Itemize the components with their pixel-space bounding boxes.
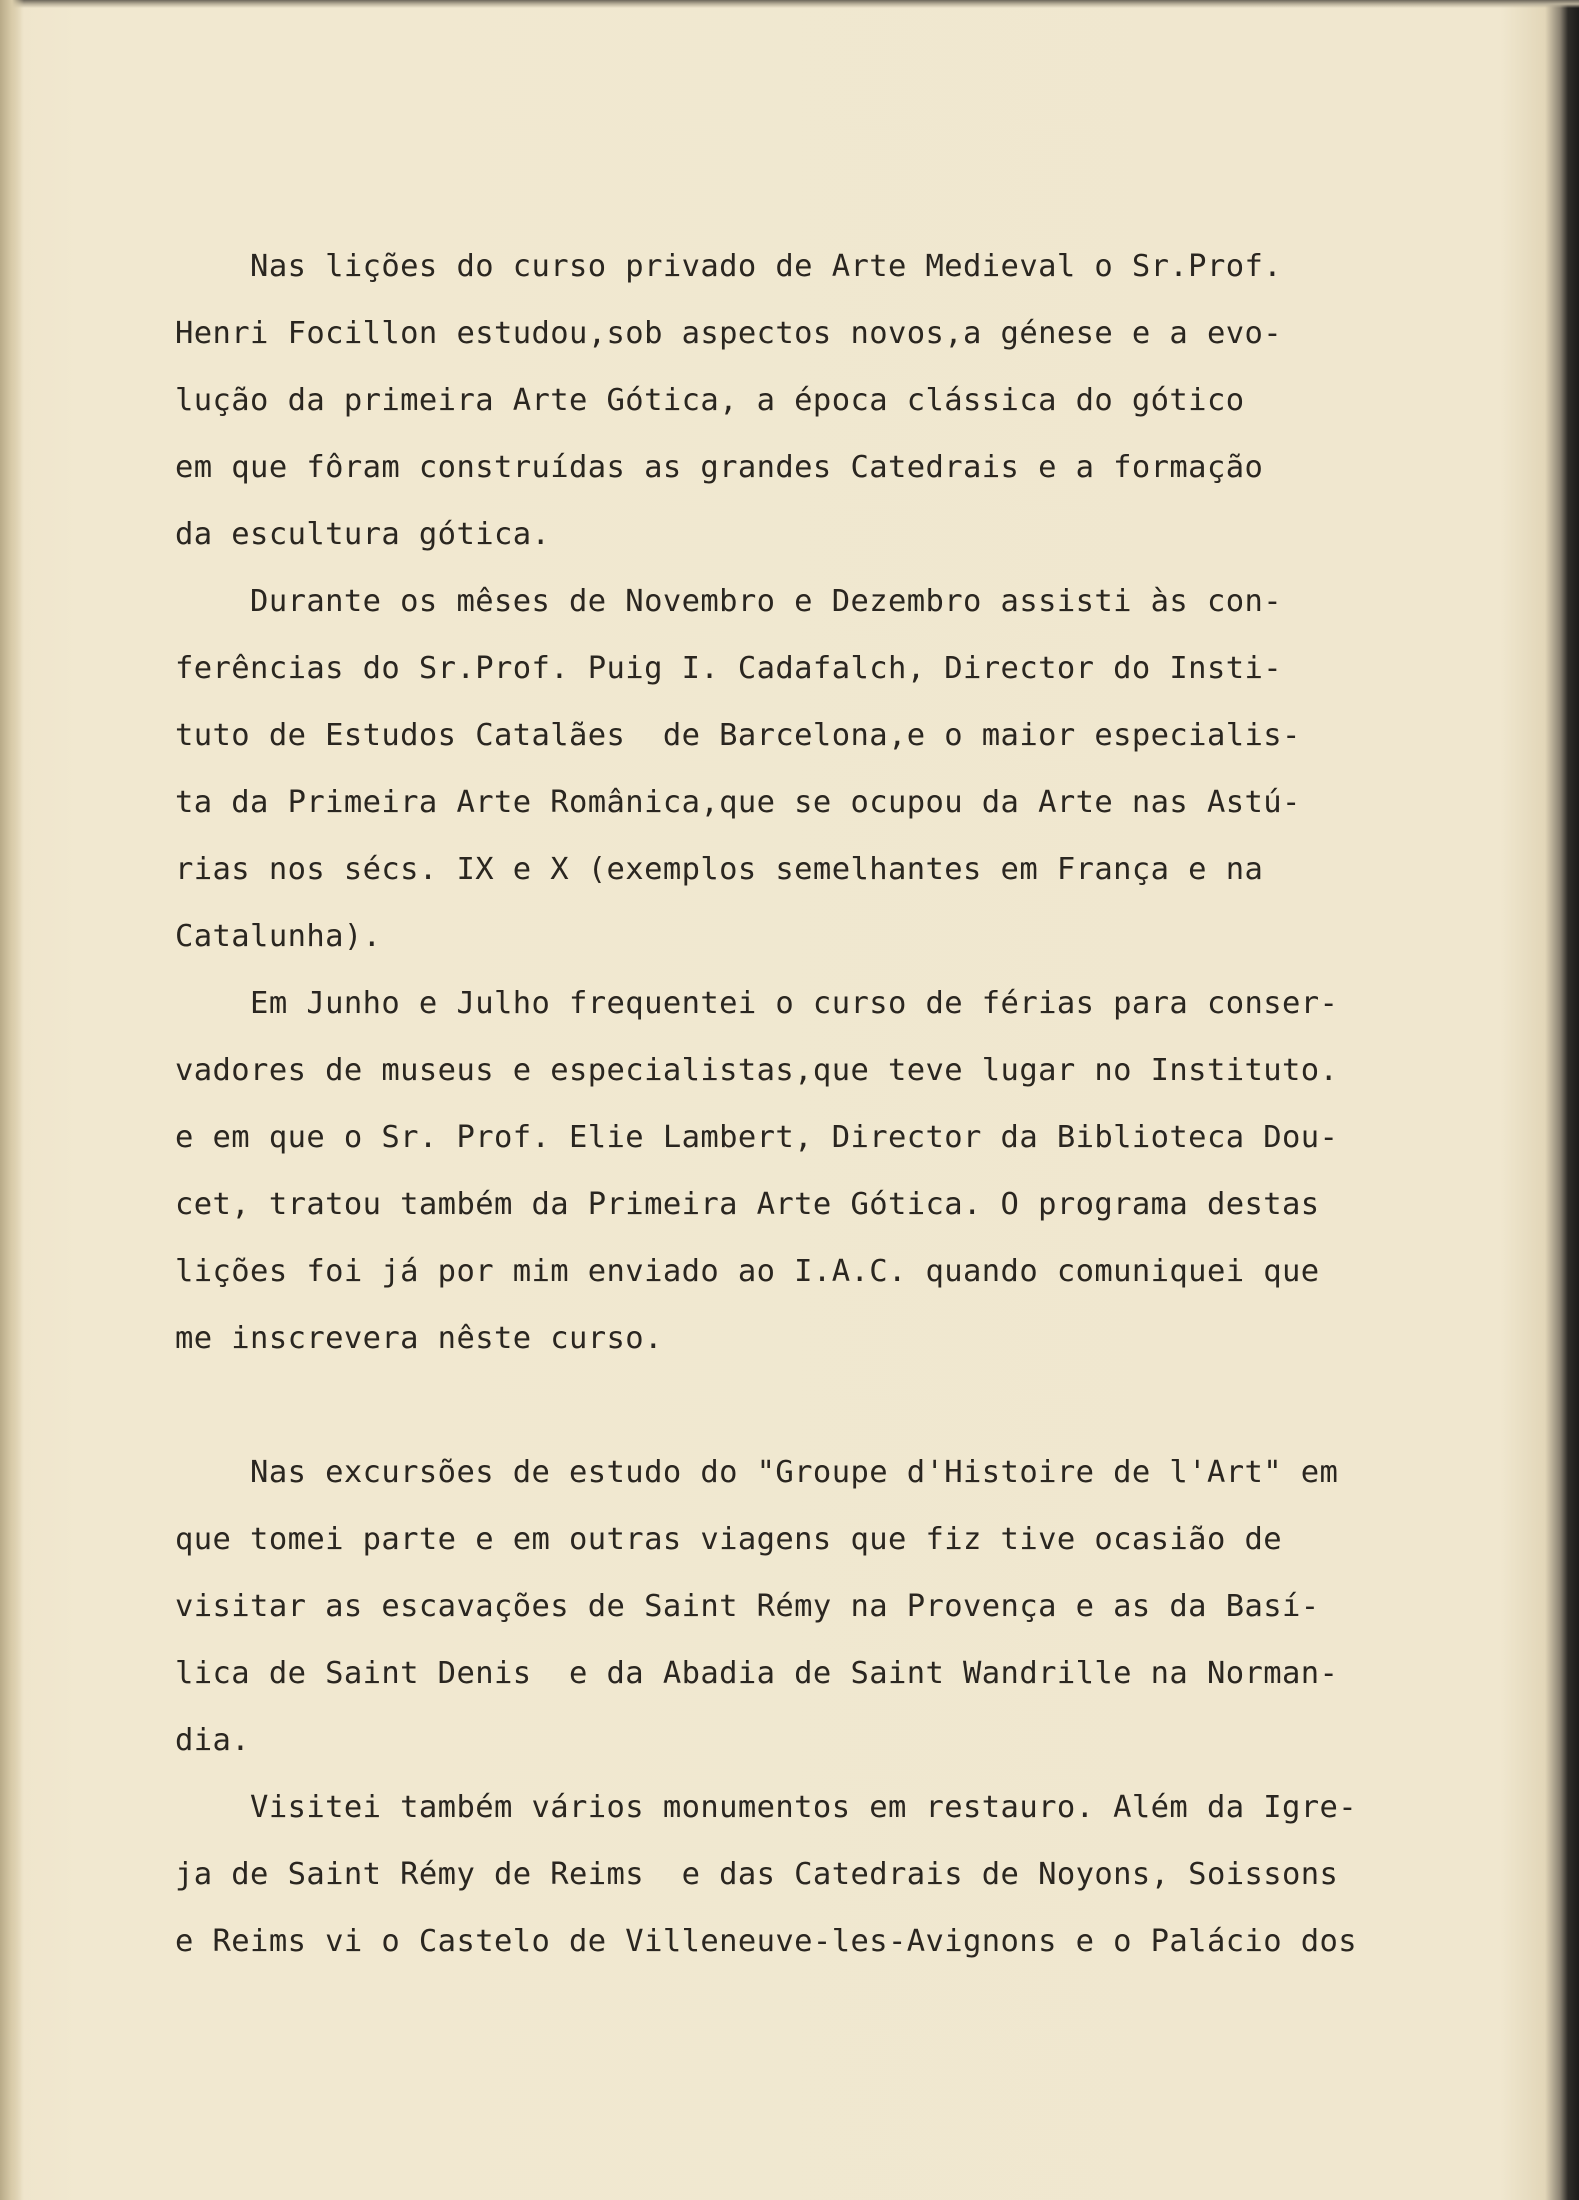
text-line: dia.: [175, 1723, 251, 1758]
text-line: Henri Focillon estudou,sob aspectos novos,a génese e a evo-: [175, 316, 1282, 351]
text-line: Durante os mêses de Novembro e Dezembro assisti às con-: [175, 584, 1282, 619]
text-line: lições foi já por mim enviado ao I.A.C. quando comuniquei que: [175, 1254, 1320, 1289]
text-line: Visitei também vários monumentos em restauro. Além da Igre-: [175, 1790, 1358, 1825]
text-line: lução da primeira Arte Gótica, a época clássica do gótico: [175, 383, 1245, 418]
text-line: da escultura gótica.: [175, 517, 551, 552]
text-line: me inscrevera nêste curso.: [175, 1321, 663, 1356]
text-line: ferências do Sr.Prof. Puig I. Cadafalch, Director do Insti-: [175, 651, 1282, 686]
text-line: ta da Primeira Arte Românica,que se ocupou da Arte nas Astú-: [175, 785, 1301, 820]
text-line: vadores de museus e especialistas,que teve lugar no Instituto.: [175, 1053, 1339, 1088]
text-line: em que fôram construídas as grandes Catedrais e a formação: [175, 450, 1264, 485]
text-line: rias nos sécs. IX e X (exemplos semelhantes em França e na: [175, 852, 1264, 887]
text-line: Nas lições do curso privado de Arte Medieval o Sr.Prof.: [175, 249, 1282, 284]
text-line: visitar as escavações de Saint Rémy na Provença e as da Basí-: [175, 1589, 1320, 1624]
text-line: e em que o Sr. Prof. Elie Lambert, Director da Biblioteca Dou-: [175, 1120, 1339, 1155]
text-line: Catalunha).: [175, 919, 382, 954]
text-line: Em Junho e Julho frequentei o curso de férias para conser-: [175, 986, 1339, 1021]
text-line: que tomei parte e em outras viagens que fiz tive ocasião de: [175, 1522, 1282, 1557]
text-line: ja de Saint Rémy de Reims e das Catedrais de Noyons, Soissons: [175, 1857, 1339, 1892]
text-line: tuto de Estudos Catalães de Barcelona,e o maior especialis-: [175, 718, 1301, 753]
text-line: lica de Saint Denis e da Abadia de Saint Wandrille na Norman-: [175, 1656, 1339, 1691]
binding-edge: [0, 0, 24, 2200]
text-line: Nas excursões de estudo do "Groupe d'Histoire de l'Art" em: [175, 1455, 1339, 1490]
text-line: e Reims vi o Castelo de Villeneuve-les-Avignons e o Palácio dos: [175, 1924, 1358, 1959]
text-line: cet, tratou também da Primeira Arte Gótica. O programa destas: [175, 1187, 1320, 1222]
